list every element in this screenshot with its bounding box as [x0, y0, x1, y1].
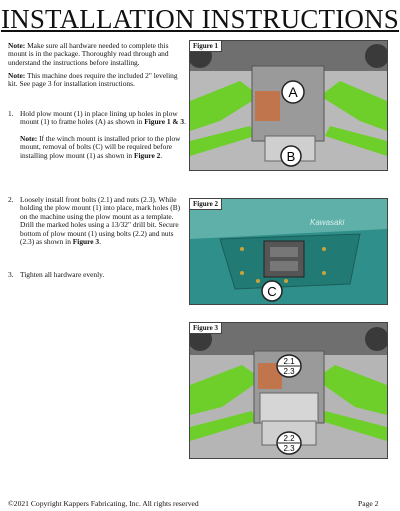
figure-reference: Figure 2 — [133, 150, 161, 160]
callout-b: B — [286, 149, 296, 164]
figure-label: Figure 2 — [190, 199, 222, 210]
note-text-end: . — [160, 150, 163, 160]
note-label: Note: — [20, 133, 38, 143]
figure-reference: Figure 1 & 3 — [144, 117, 185, 127]
step-text: Tighten all hardware evenly. — [20, 270, 105, 279]
step-text: Loosely install front bolts (2.1) and nuts (2.3). While holding the plow mount (1) into place, mark holes (B) on the machine using the plow mount as a template. Drill the marked holes using a 13/32" drill bit. Secure bottom of plow mount (1) using bolts (2.2) and nuts (2.3) as shown in — [20, 195, 181, 247]
callout-stack-top — [276, 354, 302, 378]
figure-3 — [189, 322, 388, 459]
step-1 — [8, 110, 186, 160]
callout-circle — [279, 144, 303, 168]
figure-reference: Figure 3 — [72, 237, 100, 247]
step-2 — [8, 196, 186, 246]
note-text: This machine does require the included 2" leveling kit. See page 3 for installation instructions. — [8, 71, 178, 89]
note-leveling-kit — [8, 72, 186, 89]
footer-copyright: ©2021 Copyright Kappers Fabricating, Inc. All rights reserved — [8, 499, 199, 508]
callout-2-3: 2.3 — [283, 444, 295, 453]
figure-label: Figure 1 — [190, 41, 222, 52]
step-number: 3. — [8, 270, 14, 279]
callout-2-3: 2.3 — [283, 367, 295, 376]
figure-1 — [189, 40, 388, 171]
note-text: Make sure all hardware needed to complete this mount is in the package. Thoroughly read through and understand the instructions before installing. — [8, 41, 169, 67]
callout-2-2: 2.2 — [283, 434, 295, 443]
note-label: Note: — [8, 41, 26, 50]
callout-2-1: 2.1 — [283, 357, 295, 366]
figure-2 — [189, 198, 388, 305]
note-text: If the winch mount is installed prior to the plow mount, removal of bolts (C) will be required before installing plow mount (1) as shown in — [20, 133, 181, 160]
footer-page-number: Page 2 — [358, 499, 379, 508]
step-text-end: . — [184, 117, 186, 127]
step-3 — [8, 271, 186, 279]
kawasaki-logo: Kawasaki — [310, 218, 345, 227]
note-hardware — [8, 42, 186, 67]
step-text: Hold plow mount (1) in place lining up holes in plow mount (1) to frame holes (A) as shown in — [20, 109, 178, 127]
callout-c: C — [267, 284, 277, 299]
callout-circle — [280, 79, 306, 105]
step-number: 2. — [8, 195, 14, 204]
step-number: 1. — [8, 109, 14, 118]
figure-2-illustration — [190, 199, 387, 304]
page-title: INSTALLATION INSTRUCTIONS — [0, 4, 400, 34]
callout-stack-bottom — [276, 431, 302, 455]
step-text-end: . — [99, 237, 101, 247]
callout-a: A — [288, 84, 298, 100]
figure-label: Figure 3 — [190, 323, 222, 334]
callout-circle — [260, 279, 284, 303]
note-label: Note: — [8, 71, 26, 80]
